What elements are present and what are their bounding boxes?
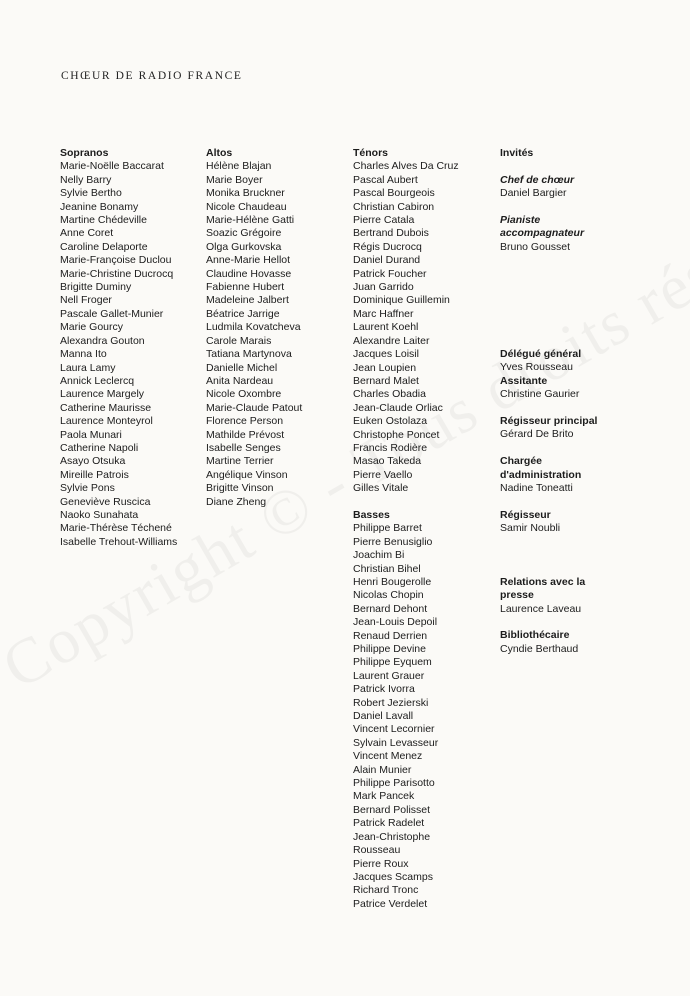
member-name: Philippe Eyquem xyxy=(353,656,432,669)
member-name: Martine Terrier xyxy=(206,455,274,468)
regisseur-principal-name: Gérard De Brito xyxy=(500,428,574,441)
member-name: Geneviève Ruscica xyxy=(60,495,151,508)
invites-staff-column xyxy=(500,147,680,656)
chargee-administration-label: Chargée xyxy=(500,455,543,468)
member-name: Marc Haffner xyxy=(353,307,414,320)
member-name: Danielle Michel xyxy=(206,361,278,374)
member-name: Nicolas Chopin xyxy=(353,589,424,602)
member-name: Jean-Claude Orliac xyxy=(353,401,443,414)
member-name: Daniel Lavall xyxy=(353,710,414,723)
member-name: Richard Tronc xyxy=(353,884,419,897)
member-name: Henri Bougerolle xyxy=(353,575,432,588)
member-name: Patrick Radelet xyxy=(353,817,425,830)
member-name: Bernard Dehont xyxy=(353,602,428,615)
member-name: Madeleine Jalbert xyxy=(206,294,289,307)
member-name: Olga Gurkovska xyxy=(206,240,282,253)
basses-list xyxy=(353,522,493,911)
regisseur-label: Régisseur xyxy=(500,508,551,521)
member-name: Alexandra Gouton xyxy=(60,334,145,347)
member-name: Pierre Vaello xyxy=(353,468,413,481)
member-name: Marie-Françoise Duclou xyxy=(60,254,172,267)
member-name: Charles Obadia xyxy=(353,388,426,401)
invites-heading: Invités xyxy=(500,147,534,159)
member-name: Bernard Malet xyxy=(353,374,419,387)
member-name: Naoko Sunahata xyxy=(60,508,139,521)
member-name: Marie-Hélène Gatti xyxy=(206,214,295,227)
member-name: Pierre Catala xyxy=(353,214,415,227)
member-name: Francis Rodière xyxy=(353,441,428,454)
member-name: Marie-Claude Patout xyxy=(206,401,303,414)
member-name: Anne Coret xyxy=(60,227,114,240)
member-name: Pascal Aubert xyxy=(353,173,418,186)
member-name: Pierre Roux xyxy=(353,857,409,870)
assistante-label: Assitante xyxy=(500,374,548,387)
delegue-general-name: Yves Rousseau xyxy=(500,361,573,374)
member-name: Isabelle Trehout-Williams xyxy=(60,535,178,548)
member-name: Marie Gourcy xyxy=(60,321,124,334)
member-name: Bernard Polisset xyxy=(353,803,431,816)
member-name: Pascale Gallet-Munier xyxy=(60,307,164,320)
member-name: Isabelle Senges xyxy=(206,441,281,454)
pianiste-label: Pianiste xyxy=(500,214,541,226)
member-name: Philippe Devine xyxy=(353,643,426,656)
bibliothecaire-label: Bibliothécaire xyxy=(500,629,570,642)
member-name: Alain Munier xyxy=(353,763,412,776)
sopranos-heading: Sopranos xyxy=(60,147,109,159)
member-name: Nicole Oxombre xyxy=(206,388,282,401)
member-name: Ludmila Kovatcheva xyxy=(206,321,301,334)
member-name: Jacques Loisil xyxy=(353,348,419,361)
pianiste-name: Bruno Gousset xyxy=(500,240,571,253)
member-name: Renaud Derrien xyxy=(353,629,428,642)
member-name: Anne-Marie Hellot xyxy=(206,254,291,267)
member-name: Laurent Koehl xyxy=(353,321,419,334)
bibliothecaire-name: Cyndie Berthaud xyxy=(500,642,579,655)
member-name: Claudine Hovasse xyxy=(206,267,292,280)
member-name: Marie-Thérèse Téchené xyxy=(60,522,172,535)
member-name: Brigitte Vinson xyxy=(206,482,274,495)
member-name: Sylvain Levasseur xyxy=(353,736,439,749)
member-name: Asayo Otsuka xyxy=(60,455,126,468)
member-name: Mathilde Prévost xyxy=(206,428,285,441)
member-name: Brigitte Duminy xyxy=(60,281,132,294)
member-name: Patrick Ivorra xyxy=(353,683,415,696)
member-name: Pierre Benusiglio xyxy=(353,535,433,548)
member-name: Bertrand Dubois xyxy=(353,227,429,240)
chargee-administration-label-line2: d'administration xyxy=(500,468,582,481)
member-name: Sylvie Pons xyxy=(60,482,115,495)
member-name: Anita Nardeau xyxy=(206,374,274,387)
regisseur-principal-label: Régisseur principal xyxy=(500,415,598,428)
member-name: Nelly Barry xyxy=(60,173,112,186)
member-name: Monika Bruckner xyxy=(206,187,285,200)
member-name: Marie-Noëlle Baccarat xyxy=(60,160,164,173)
relations-presse-label-line2: presse xyxy=(500,589,534,602)
member-name: Christian Cabiron xyxy=(353,200,435,213)
member-name: Laurent Grauer xyxy=(353,669,425,682)
member-name: Catherine Napoli xyxy=(60,441,139,454)
chef-de-choeur-name: Daniel Bargier xyxy=(500,187,567,200)
member-name: Laura Lamy xyxy=(60,361,116,374)
altos-column xyxy=(206,147,356,509)
member-name: Gilles Vitale xyxy=(353,482,409,495)
member-name: Mark Pancek xyxy=(353,790,415,803)
member-name: Béatrice Jarrige xyxy=(206,307,280,320)
member-name: Charles Alves Da Cruz xyxy=(353,160,459,173)
member-name: Vincent Lecornier xyxy=(353,723,435,736)
member-name: Florence Person xyxy=(206,415,284,428)
member-name: Jean Loupien xyxy=(353,361,417,374)
sopranos-list xyxy=(60,160,210,549)
member-name: Nell Froger xyxy=(60,294,112,307)
member-name: Diane Zheng xyxy=(206,495,267,508)
member-name: Patrick Foucher xyxy=(353,267,427,280)
member-name: Sylvie Bertho xyxy=(60,187,122,200)
member-name: Catherine Maurisse xyxy=(60,401,152,414)
delegue-general-label: Délégué général xyxy=(500,348,582,361)
tenors-heading: Ténors xyxy=(353,147,389,159)
member-name: Pascal Bourgeois xyxy=(353,187,435,200)
basses-heading: Basses xyxy=(353,508,390,521)
member-name: Régis Ducrocq xyxy=(353,240,422,253)
member-name: Dominique Guillemin xyxy=(353,294,450,307)
member-name: Mireille Patrois xyxy=(60,468,129,481)
member-name: Manna Ito xyxy=(60,348,107,361)
member-name: Tatiana Martynova xyxy=(206,348,292,361)
member-name: Euken Ostolaza xyxy=(353,415,428,428)
member-name: Philippe Parisotto xyxy=(353,777,435,790)
member-name: Carole Marais xyxy=(206,334,272,347)
member-name: Joachim Bi xyxy=(353,549,405,562)
member-name: Martine Chédeville xyxy=(60,214,147,227)
member-name: Caroline Delaporte xyxy=(60,240,148,253)
member-name: Daniel Durand xyxy=(353,254,421,267)
tenors-basses-column xyxy=(353,147,493,911)
altos-list xyxy=(206,160,356,509)
member-name: Fabienne Hubert xyxy=(206,281,285,294)
relations-presse-label: Relations avec la xyxy=(500,575,586,588)
member-name: Laurence Margely xyxy=(60,388,145,401)
altos-heading: Altos xyxy=(206,147,233,159)
regisseur-name: Samir Noubli xyxy=(500,522,561,535)
page-title: CHŒUR DE RADIO FRANCE xyxy=(61,70,243,82)
chargee-administration-name: Nadine Toneatti xyxy=(500,482,573,495)
member-name: Masao Takeda xyxy=(353,455,422,468)
relations-presse-name: Laurence Laveau xyxy=(500,602,582,615)
member-name: Marie-Christine Ducrocq xyxy=(60,267,174,280)
member-name: Nicole Chaudeau xyxy=(206,200,287,213)
member-name: Philippe Barret xyxy=(353,522,422,535)
pianiste-label-line2: accompagnateur xyxy=(500,227,585,240)
assistante-name: Christine Gaurier xyxy=(500,388,580,401)
sopranos-column xyxy=(60,147,210,549)
member-name: Patrice Verdelet xyxy=(353,897,428,910)
tenors-list xyxy=(353,160,493,495)
member-name: Juan Garrido xyxy=(353,281,414,294)
member-name: Annick Leclercq xyxy=(60,374,135,387)
member-name: Jeanine Bonamy xyxy=(60,200,139,213)
member-name: Jean-Christophe xyxy=(353,830,431,843)
member-name: Robert Jezierski xyxy=(353,696,429,709)
member-name: Rousseau xyxy=(353,844,401,857)
member-name: Christophe Poncet xyxy=(353,428,440,441)
member-name: Marie Boyer xyxy=(206,173,263,186)
member-name: Alexandre Laiter xyxy=(353,334,430,347)
member-name: Paola Munari xyxy=(60,428,122,441)
member-name: Soazic Grégoire xyxy=(206,227,282,240)
chef-de-choeur-label: Chef de chœur xyxy=(500,173,575,186)
member-name: Laurence Monteyrol xyxy=(60,415,153,428)
member-name: Jacques Scamps xyxy=(353,870,433,883)
member-name: Angélique Vinson xyxy=(206,468,288,481)
member-name: Hélène Blajan xyxy=(206,160,272,173)
member-name: Christian Bihel xyxy=(353,562,421,575)
member-name: Vincent Menez xyxy=(353,750,423,763)
member-name: Jean-Louis Depoil xyxy=(353,616,438,629)
